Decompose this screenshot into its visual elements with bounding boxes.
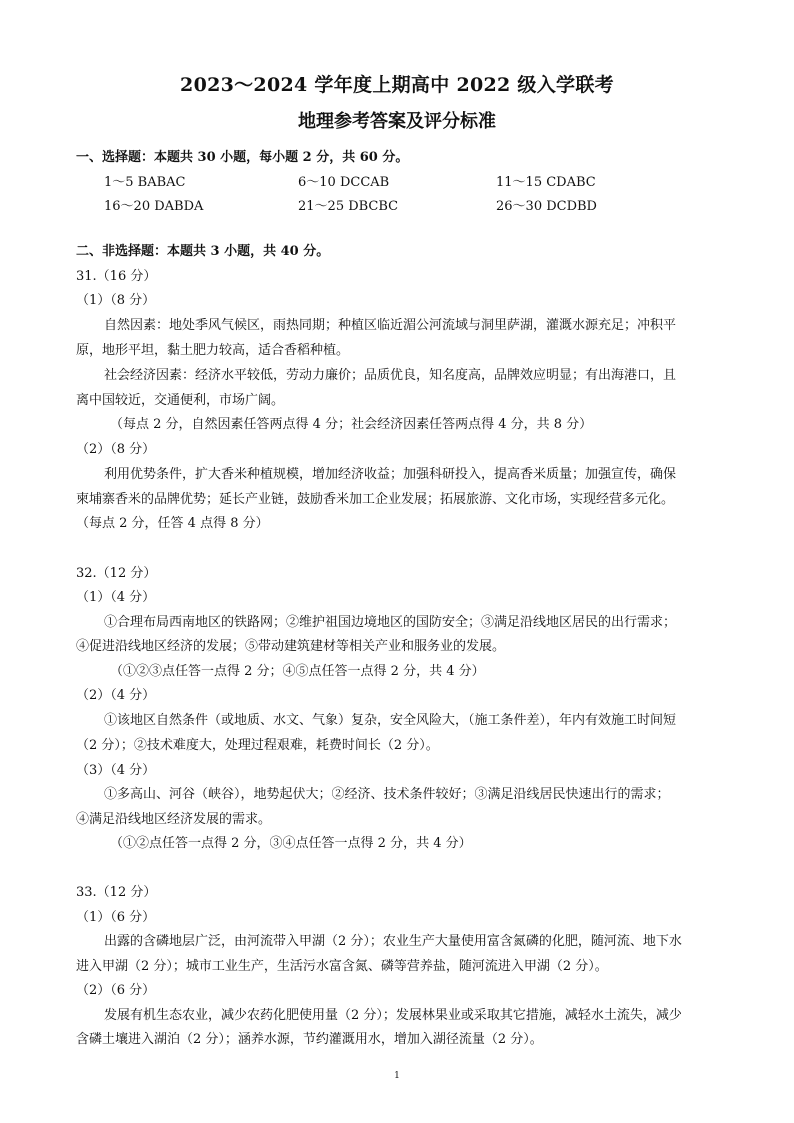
q32-part2-line2: （2 分）；②技术难度大，处理过程艰难，耗费时间长（2 分）。 [76, 738, 439, 753]
q31-part2-scoring: （每点 2 分，任答 4 点得 8 分） [76, 516, 269, 531]
q32-part1-line1: ①合理布局西南地区的铁路网；②维护祖国边境地区的国防安全；③满足沿线地区居民的出行需求； [104, 615, 677, 630]
q33-part1-label: （1）（6 分） [76, 910, 156, 925]
q31-part1-label: （1）（8 分） [76, 293, 156, 308]
page-title: 2023～2024 学年度上期高中 2022 级入学联考 [180, 74, 614, 96]
mc-answer-6-10: 6～10 DCCAB [298, 175, 390, 190]
q31-part1-scoring: （每点 2 分，自然因素任答两点得 4 分；社会经济因素任答两点得 4 分，共 8 分） [110, 417, 593, 432]
q33-part2-label: （2）（6 分） [76, 983, 156, 998]
q33-label: 33.（12 分） [76, 885, 157, 900]
q32-part2-line1: ①该地区自然条件（或地质、水文、气象）复杂，安全风险大，（施工条件差），年内有效施工时间短 [104, 713, 677, 728]
q31-part2-line2: 柬埔寨香米的品牌优势；延长产业链，鼓励香米加工企业发展；拓展旅游、文化市场，实现经营多元化。 [76, 492, 675, 507]
q31-part1-line1: 自然因素：地处季风气候区，雨热同期；种植区临近湄公河流域与洞里萨湖，灌溉水源充足；冲积平 [104, 318, 677, 333]
q33-part1-line2: 进入甲湖（2 分）；城市工业生产，生活污水富含氮、磷等营养盐，随河流进入甲湖（2 分）。 [76, 959, 608, 974]
q31-part1-line3: 社会经济因素：经济水平较低，劳动力廉价；品质优良，知名度高，品牌效应明显；有出海港口，且 [104, 368, 677, 383]
q31-part1-line2: 原，地形平坦，黏土肥力较高，适合香稻种植。 [76, 343, 350, 358]
section1-heading: 一、选择题：本题共 30 小题，每小题 2 分，共 60 分。 [76, 150, 409, 165]
mc-answer-21-25: 21～25 DBCBC [298, 199, 399, 214]
page-number: 1 [394, 1071, 400, 1081]
mc-answer-11-15: 11～15 CDABC [496, 175, 596, 190]
q32-part3-label: （3）（4 分） [76, 763, 156, 778]
q32-part1-line2: ④促进沿线地区经济的发展；⑤带动建筑建材等相关产业和服务业的发展。 [76, 639, 506, 654]
q32-part3-line2: ④满足沿线地区经济发展的需求。 [76, 812, 272, 827]
q31-part1-line4: 离中国较近，交通便利，市场广阔。 [76, 393, 285, 408]
q32-label: 32.（12 分） [76, 566, 157, 581]
q33-part1-line1: 出露的含磷地层广泛，由河流带入甲湖（2 分）；农业生产大量使用富含氮磷的化肥，随河流、地下水 [104, 934, 682, 949]
q32-part3-line1: ①多高山、河谷（峡谷），地势起伏大；②经济、技术条件较好；③满足沿线居民快速出行的需求； [104, 787, 670, 802]
q33-part2-line2: 含磷土壤进入湖泊（2 分）；涵养水源，节约灌溉用水，增加入湖径流量（2 分）。 [76, 1032, 543, 1047]
q32-part1-label: （1）（4 分） [76, 590, 156, 605]
q31-part2-line1: 利用优势条件，扩大香米种植规模，增加经济收益；加强科研投入，提高香米质量；加强宣传，确保 [104, 467, 677, 482]
mc-answer-16-20: 16～20 DABDA [104, 199, 204, 214]
q31-label: 31.（16 分） [76, 269, 157, 284]
section2-heading: 二、非选择题：本题共 3 小题，共 40 分。 [76, 244, 330, 259]
q32-part1-scoring: （①②③点任答一点得 2 分；④⑤点任答一点得 2 分，共 4 分） [110, 664, 485, 679]
q32-part2-label: （2）（4 分） [76, 688, 156, 703]
q32-part3-scoring: （①②点任答一点得 2 分，③④点任答一点得 2 分，共 4 分） [110, 836, 472, 851]
mc-answer-26-30: 26～30 DCDBD [496, 199, 597, 214]
q31-part2-label: （2）（8 分） [76, 442, 156, 457]
mc-answer-1-5: 1～5 BABAC [104, 175, 186, 190]
page-subtitle: 地理参考答案及评分标准 [298, 111, 496, 132]
q33-part2-line1: 发展有机生态农业，减少农药化肥使用量（2 分）；发展林果业或采取其它措施，减轻水土流失，减少 [104, 1008, 682, 1023]
